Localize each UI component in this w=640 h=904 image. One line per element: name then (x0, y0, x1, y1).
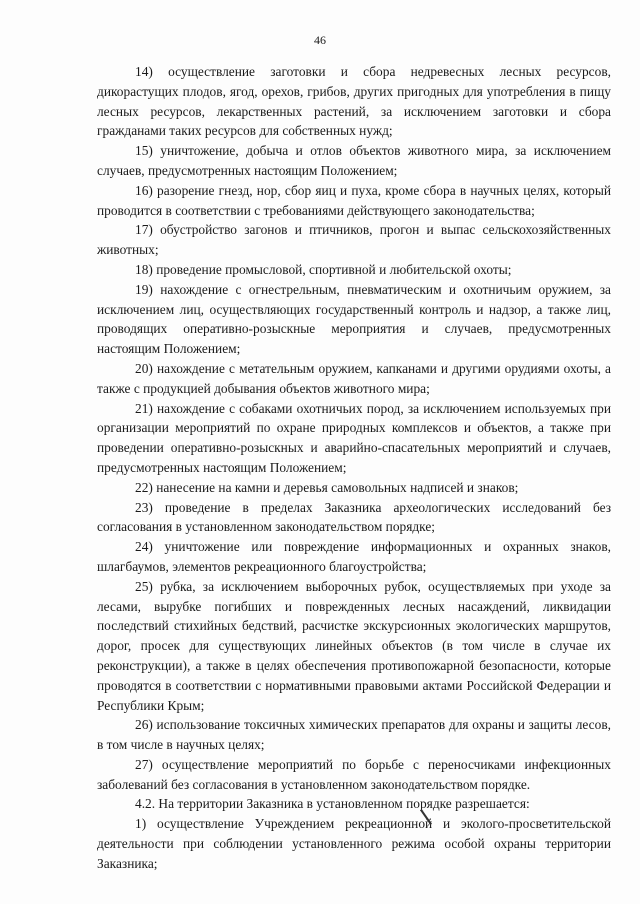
paragraph-item-22: 22) нанесение на камни и деревья самовольных надписей и знаков; (135, 479, 519, 495)
paragraph-item-21: 21) нахождение с собаками охотничьих пород, за исключением используемых при организации мероприятий по охране природных комплексов и объектов, а также при проведении оперативно-розыскных и аварийно-спасательных мероприятий и случаев, предусмотренных настоящим Положением; (97, 400, 611, 475)
paragraph-item-20: 20) нахождение с метательным оружием, капканами и другими орудиями охоты, а также с продукцией добывания объектов животного мира; (97, 360, 611, 396)
paragraph-item-14: 14) осуществление заготовки и сбора недревесных лесных ресурсов, дикорастущих плодов, ягод, орехов, грибов, других пригодных для употребления в пищу лесных ресурсов, лекарственных растений, за исключением заготовки и сбора гражданами таких ресурсов для собственных нужд; (97, 64, 611, 139)
document-body (97, 62, 611, 874)
section-heading-4-2: 4.2. На территории Заказника в установленном порядке разрешается: (135, 796, 530, 812)
paragraph-item-23: 23) проведение в пределах Заказника археологических исследований без согласования в установленном законодательством порядке; (97, 499, 611, 535)
paragraph-allowed-item-1: 1) осуществление Учреждением рекреационной и эколого-просветительской деятельности при соблюдении установленного режима особой охраны территории Заказника; (97, 816, 611, 871)
page-number: 46 (314, 33, 326, 47)
paragraph-item-18: 18) проведение промысловой, спортивной и любительской охоты; (135, 261, 512, 277)
paragraph-item-16: 16) разорение гнезд, нор, сбор яиц и пуха, кроме сбора в научных целях, который проводится в соответствии с требованиями действующего законодательства; (97, 182, 611, 218)
paragraph-item-17: 17) обустройство загонов и птичников, прогон и выпас сельскохозяйственных животных; (97, 222, 611, 258)
paragraph-item-26: 26) использование токсичных химических препаратов для охраны и защиты лесов, в том числе в научных целях; (97, 717, 611, 753)
paragraph-item-15: 15) уничтожение, добыча и отлов объектов животного мира, за исключением случаев, предусмотренных настоящим Положением; (97, 143, 611, 178)
paragraph-item-27: 27) осуществление мероприятий по борьбе с переносчиками инфекционных заболеваний без согласования в установленном законодательством порядке. (97, 756, 611, 792)
paragraph-item-19: 19) нахождение с огнестрельным, пневматическим и охотничьим оружием, за исключением лиц, осуществляющих государственный контроль и надзор, а также лиц, проводящих оперативно-розыскные мероприятия и случаев, предусмотренных настоящим Положением; (97, 281, 611, 357)
paragraph-item-25: 25) рубка, за исключением выборочных рубок, осуществляемых при уходе за лесами, вырубке погибших и поврежденных лесных насаждений, ликвидации последствий стихийных бедствий, расчистке экскурсионных экологических маршрутов, дорог, просек для существующих линейных объектов (в том числе в случае их реконструкции), а также в целях обеспечения противопожарной безопасности, которые проводятся в соответствии с нормативными правовыми актами Российской Федерации и Республики Крым; (97, 578, 611, 713)
paragraph-item-24: 24) уничтожение или повреждение информационных и охранных знаков, шлагбаумов, элементов рекреационного благоустройства; (97, 539, 611, 574)
